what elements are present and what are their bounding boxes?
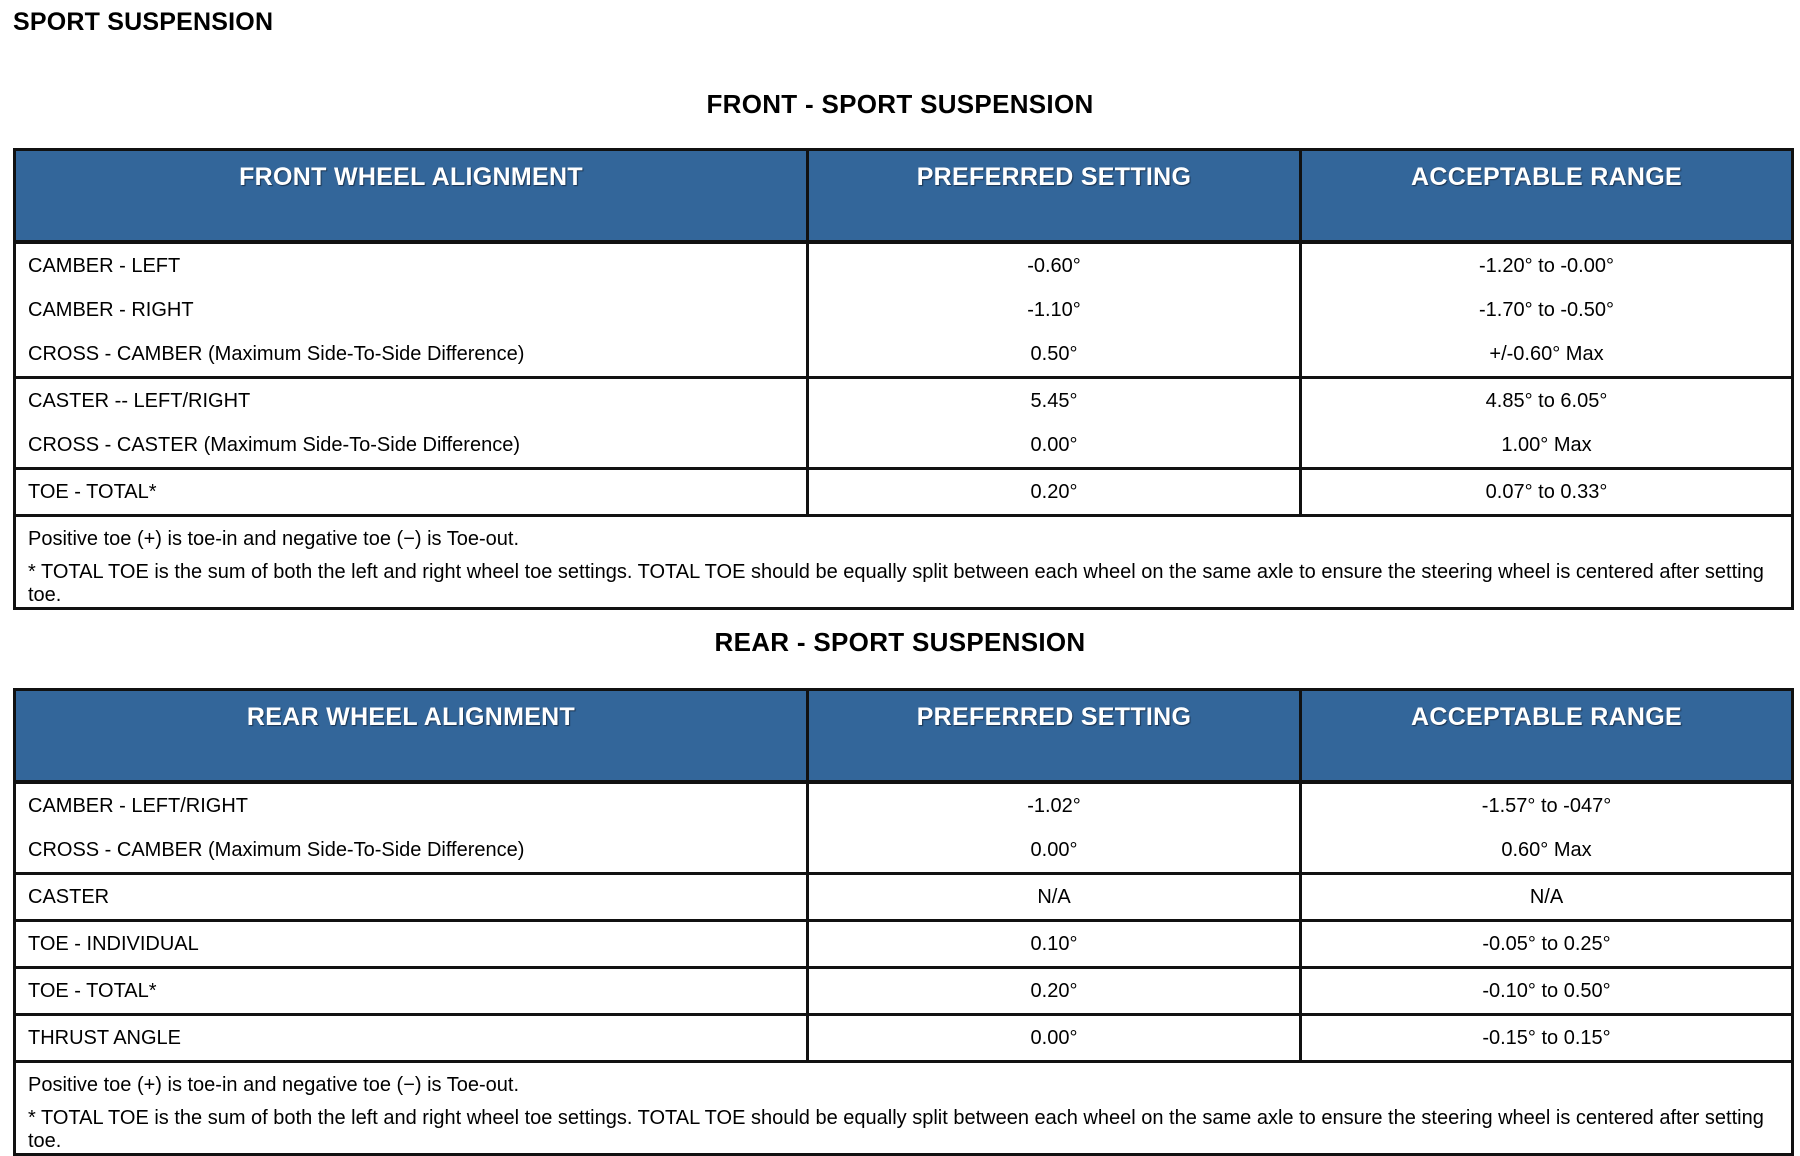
row-label: CROSS - CAMBER (Maximum Side-To-Side Difference) — [15, 828, 808, 874]
column-header: ACCEPTABLE RANGE — [1301, 690, 1793, 783]
column-header: PREFERRED SETTING — [808, 150, 1301, 243]
preferred-value: -0.60° — [808, 242, 1301, 288]
table-row — [15, 921, 1793, 968]
row-label: CAMBER - LEFT — [28, 254, 181, 277]
column-header: FRONT WHEEL ALIGNMENT — [15, 150, 808, 243]
total-toe-note: * TOTAL TOE is the sum of both the left and right wheel toe settings. TOTAL TOE should be equally split between each wheel on the same axle to ensure the steering wheel is centered after setting toe. — [28, 1107, 1764, 1152]
acceptable-range: 0.07° to 0.33° — [1301, 469, 1793, 516]
note-row — [15, 1107, 1793, 1155]
rear-section-title: REAR - SPORT SUSPENSION — [714, 627, 1086, 657]
acceptable-range: 0.60° Max — [1301, 828, 1793, 874]
table-row — [15, 288, 1793, 332]
acceptable-range: 4.85° to 6.05° — [1301, 378, 1793, 424]
total-toe-note: * TOTAL TOE is the sum of both the left and right wheel toe settings. TOTAL TOE should be equally split between each wheel on the same axle to ensure the steering wheel is centered after setting toe. — [28, 561, 1764, 606]
row-label: TOE - TOTAL* — [15, 469, 808, 516]
page-title: SPORT SUSPENSION — [13, 8, 274, 36]
row-label: CASTER -- LEFT/RIGHT — [28, 389, 251, 412]
acceptable-range: -0.15° to 0.15° — [1301, 1015, 1793, 1062]
table-row — [15, 469, 1793, 516]
toe-sign-note: Positive toe (+) is toe-in and negative toe (−) is Toe-out. — [28, 1073, 520, 1096]
table-row — [15, 423, 1793, 469]
column-header: ACCEPTABLE RANGE — [1301, 150, 1793, 243]
acceptable-range: N/A — [1301, 874, 1793, 921]
acceptable-range: -1.70° to -0.50° — [1301, 288, 1793, 332]
row-label: CROSS - CAMBER (Maximum Side-To-Side Difference) — [15, 332, 808, 378]
column-header: PREFERRED SETTING — [808, 690, 1301, 783]
table-row — [15, 874, 1793, 921]
note-row — [15, 516, 1793, 562]
note-row — [15, 1062, 1793, 1108]
table-row — [15, 968, 1793, 1015]
table-row — [15, 828, 1793, 874]
table-header-row — [15, 690, 1793, 783]
row-label: CAMBER - RIGHT — [28, 298, 194, 321]
rear-alignment-table — [13, 688, 1794, 1156]
preferred-value: 0.20° — [808, 968, 1301, 1015]
table-header-row — [15, 150, 1793, 243]
row-label: CASTER — [15, 874, 808, 921]
preferred-value: -1.02° — [808, 782, 1301, 828]
table-row — [15, 378, 1793, 424]
acceptable-range: -1.57° to -047° — [1301, 782, 1793, 828]
acceptable-range: 1.00° Max — [1301, 423, 1793, 469]
preferred-value: N/A — [808, 874, 1301, 921]
preferred-value: 0.10° — [808, 921, 1301, 968]
preferred-value: 0.00° — [808, 423, 1301, 469]
row-label: THRUST ANGLE — [15, 1015, 808, 1062]
note-row — [15, 561, 1793, 609]
column-header: REAR WHEEL ALIGNMENT — [15, 690, 808, 783]
preferred-value: 0.50° — [808, 332, 1301, 378]
front-alignment-table — [13, 148, 1794, 610]
table-row — [15, 242, 1793, 288]
preferred-value: 0.20° — [808, 469, 1301, 516]
table-row — [15, 332, 1793, 378]
preferred-value: 0.00° — [808, 1015, 1301, 1062]
acceptable-range: -1.20° to -0.00° — [1301, 242, 1793, 288]
table-row — [15, 1015, 1793, 1062]
row-label: CROSS - CASTER (Maximum Side-To-Side Difference) — [15, 423, 808, 469]
row-label: CAMBER - LEFT/RIGHT — [28, 794, 249, 817]
acceptable-range: -0.05° to 0.25° — [1301, 921, 1793, 968]
preferred-value: 0.00° — [808, 828, 1301, 874]
acceptable-range: -0.10° to 0.50° — [1301, 968, 1793, 1015]
toe-sign-note: Positive toe (+) is toe-in and negative toe (−) is Toe-out. — [28, 527, 520, 550]
front-section-title: FRONT - SPORT SUSPENSION — [706, 89, 1094, 119]
row-label: TOE - TOTAL* — [15, 968, 808, 1015]
acceptable-range: +/-0.60° Max — [1301, 332, 1793, 378]
row-label: TOE - INDIVIDUAL — [15, 921, 808, 968]
table-row — [15, 782, 1793, 828]
preferred-value: 5.45° — [808, 378, 1301, 424]
preferred-value: -1.10° — [808, 288, 1301, 332]
